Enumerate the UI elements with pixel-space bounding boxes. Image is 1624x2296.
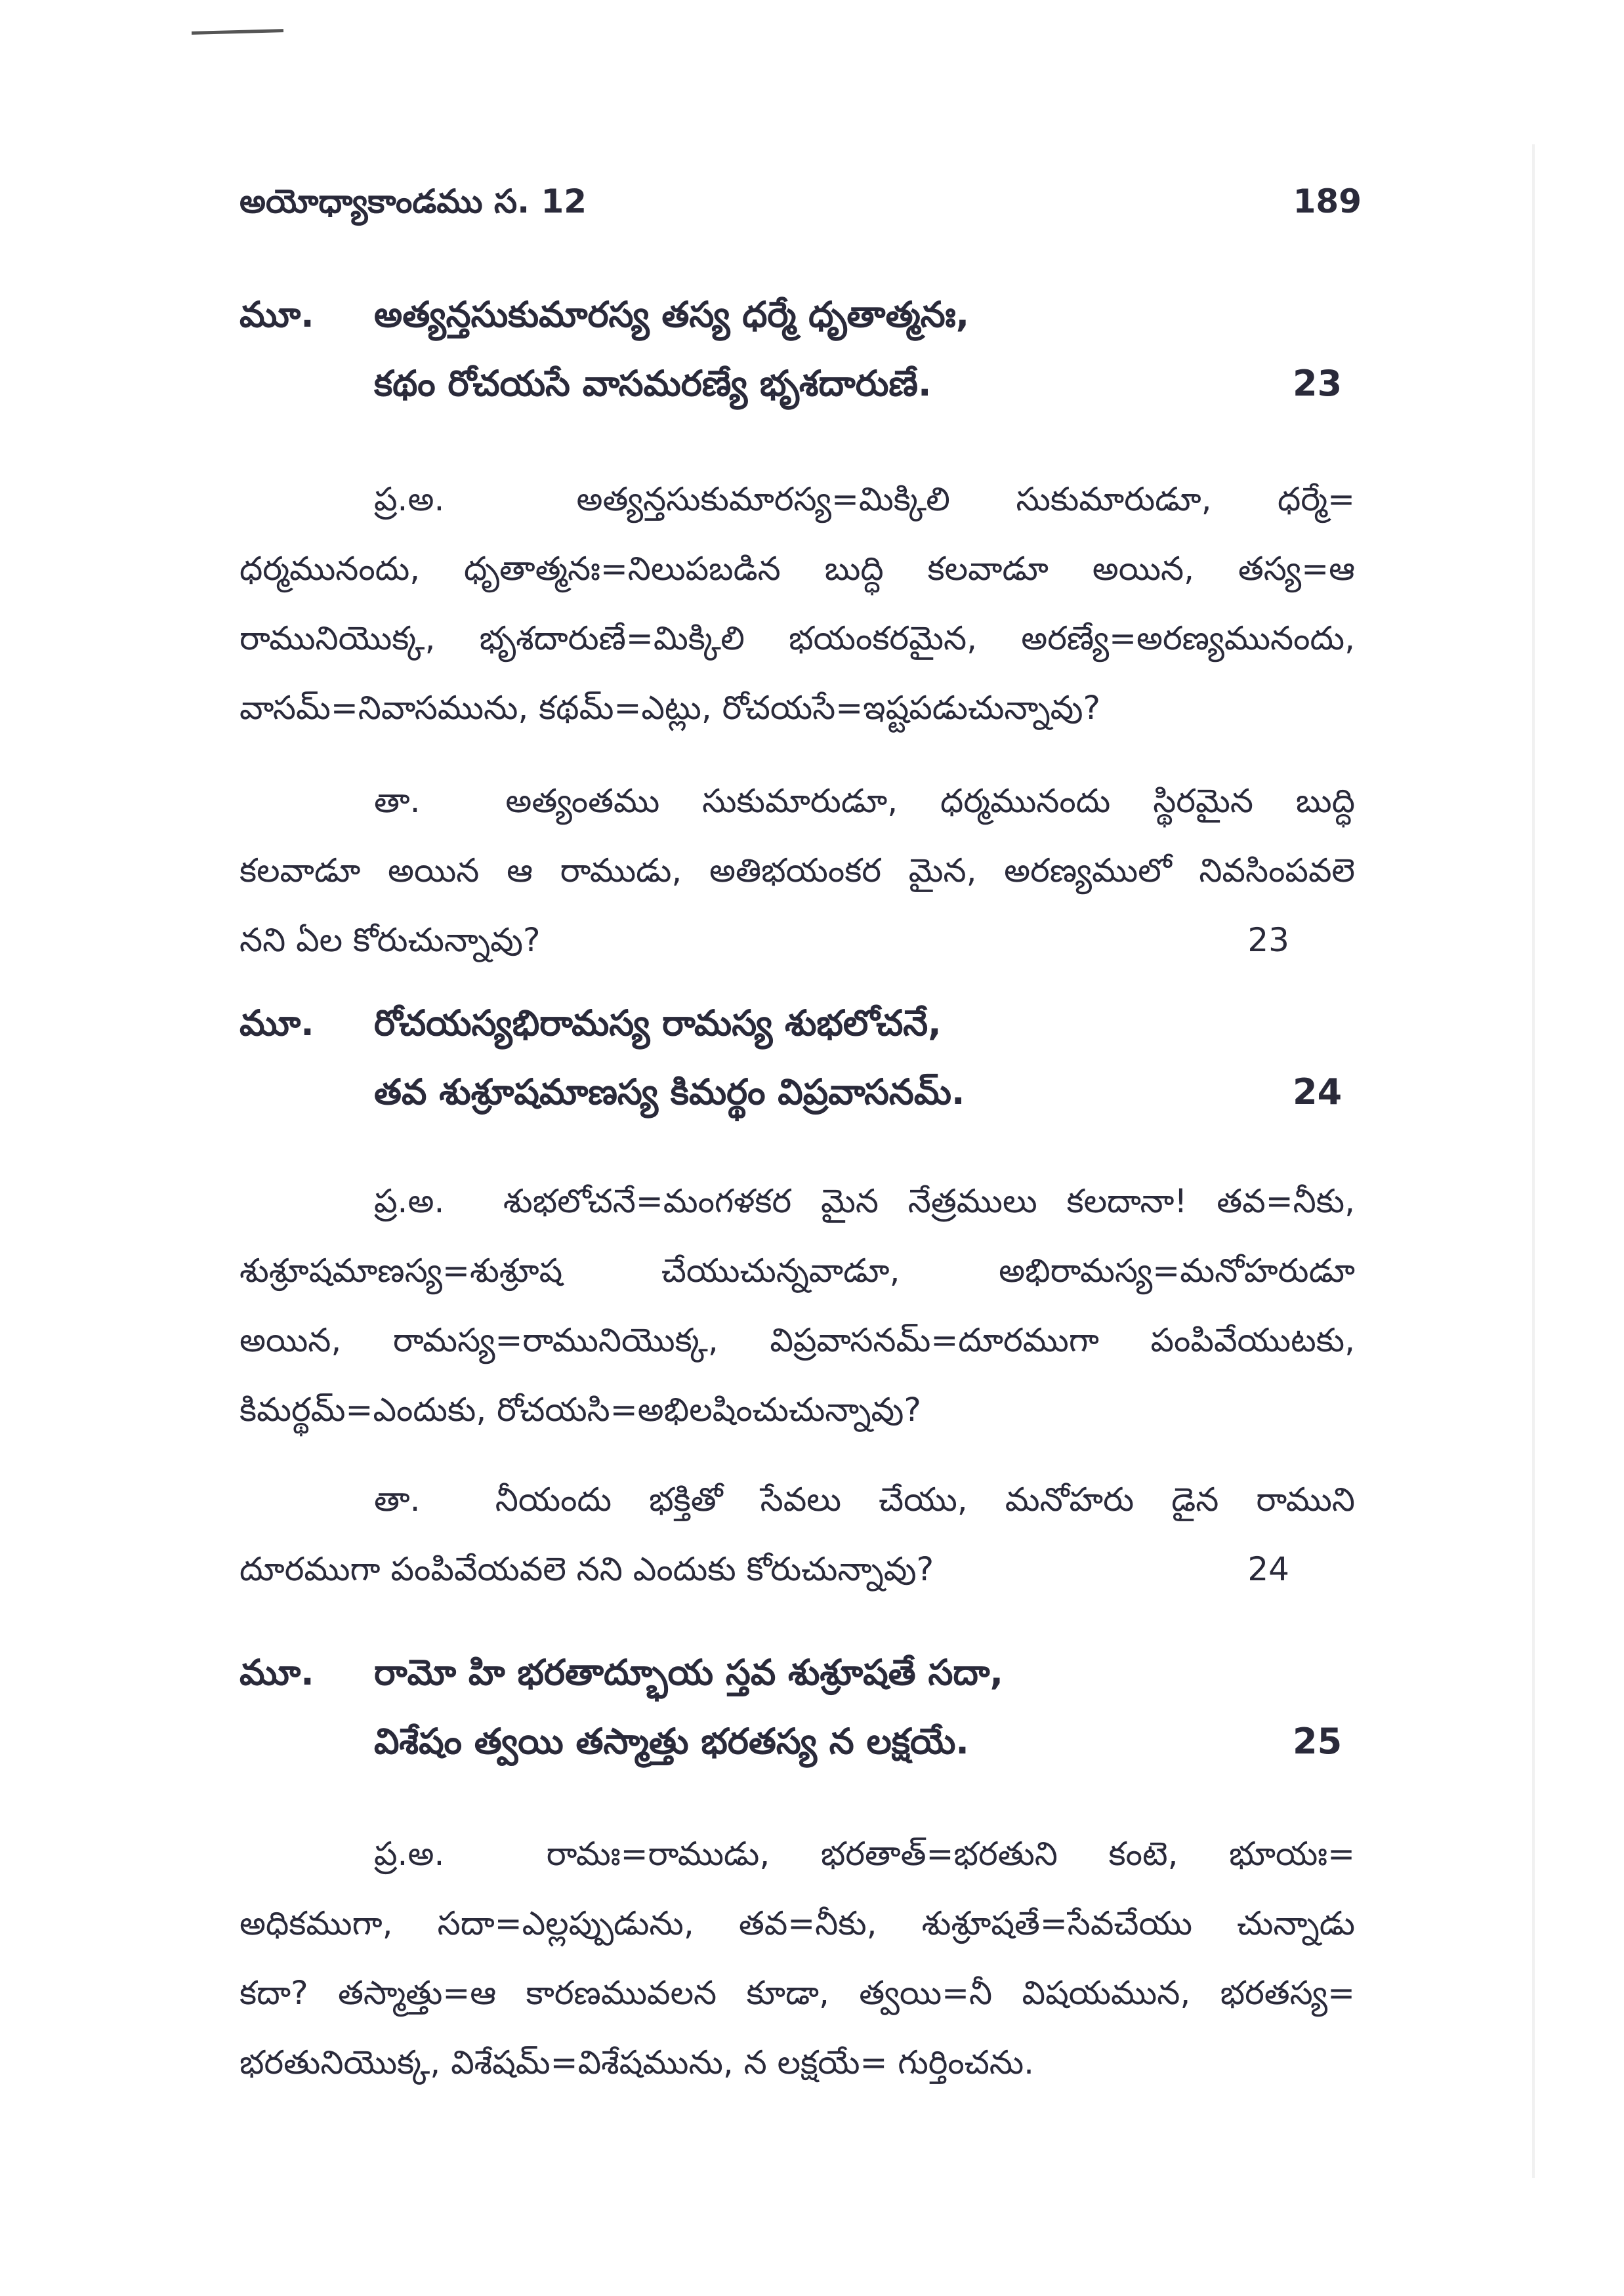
verse-text: విశేషం త్వయి తస్మాత్తు భరతస్య న లక్షయే. xyxy=(374,1721,969,1762)
gloss-line: రామునియొక్క, భృశదారుణే=మిక్కిలి భయంకరమైన, అరణ్యే=అరణ్యమునందు, xyxy=(239,619,1355,657)
verse-label: మూ. xyxy=(239,1652,314,1693)
gloss-line: అయిన, రామస్య=రామునియొక్క, విప్రవాసనమ్=దూరముగా పంపివేయుటకు, xyxy=(239,1321,1355,1359)
translation-line: అత్యంతము సుకుమారుడూ, ధర్మమునందు స్థిరమైన బుద్ధి xyxy=(505,782,1355,820)
gloss-line: కదా? తస్మాత్తు=ఆ కారణమువలన కూడా, త్వయి=నీ విషయమున, భరతస్య= xyxy=(239,1974,1355,2012)
translation-line: నీయందు భక్తితో సేవలు చేయు, మనోహరు డైన రాముని xyxy=(495,1481,1355,1519)
translation-24 xyxy=(239,1465,1355,1604)
page-edge xyxy=(1532,144,1535,2178)
translation-23 xyxy=(239,766,1355,975)
scan-mark xyxy=(192,29,283,35)
gloss-line: రామః=రాముడు, భరతాత్=భరతుని కంటె, భూయః= xyxy=(546,1835,1355,1873)
translation-label: తా. xyxy=(374,1481,421,1519)
verse-number: 23 xyxy=(1293,363,1343,404)
verse-number: 23 xyxy=(1247,921,1289,959)
verse-number: 24 xyxy=(1293,1071,1343,1113)
gloss-line: శుశ్రూషమాణస్య=శుశ్రూష చేయుచున్నవాడూ, అభిరామస్య=మనోహరుడూ xyxy=(239,1252,1355,1290)
verse-number: 25 xyxy=(1293,1721,1343,1762)
verse-number: 24 xyxy=(1247,1550,1289,1588)
verse-text: తవ శుశ్రూషమాణస్య కిమర్థం విప్రవాసనమ్. xyxy=(374,1071,965,1113)
verse-text: కథం రోచయసే వాసమరణ్యే భృశదారుణే. xyxy=(374,363,932,404)
verse-label: మూ. xyxy=(239,1002,314,1044)
translation-line: నని ఏల కోరుచున్నావు? xyxy=(239,921,541,959)
translation-line: కలవాడూ అయిన ఆ రాముడు, అతిభయంకర మైన, అరణ్యములో నివసింపవలె xyxy=(239,851,1355,890)
gloss-line: శుభలోచనే=మంగళకర మైన నేత్రములు కలదానా! తవ=నీకు, xyxy=(503,1182,1355,1220)
gloss-line: భరతునియొక్క, విశేషమ్=విశేషమును, న లక్షయే= గుర్తించను. xyxy=(239,2043,1035,2081)
gloss-24 xyxy=(239,1166,1355,1445)
gloss-label: ప్ర.అ. xyxy=(374,1835,445,1873)
gloss-label: ప్ర.అ. xyxy=(374,1182,445,1220)
page-number: 189 xyxy=(1293,182,1362,220)
gloss-line: వాసమ్=నివాసమును, కథమ్=ఎట్లు, రోచయసే=ఇష్టపడుచున్నావు? xyxy=(239,689,1101,727)
gloss-line: అత్యన్తసుకుమారస్య=మిక్కిలి సుకుమారుడూ, ధర్మే= xyxy=(576,480,1355,518)
verse-label: మూ. xyxy=(239,294,314,335)
verse-text: రోచయస్యభిరామస్య రామస్య శుభలోచనే, xyxy=(374,1002,942,1044)
verse-text: రామో హి భరతాద్భూయ స్తవ శుశ్రూషతే సదా, xyxy=(374,1652,1004,1693)
translation-label: తా. xyxy=(374,782,421,820)
gloss-line: అధికముగా, సదా=ఎల్లప్పుడును, తవ=నీకు, శుశ్రూషతే=సేవచేయు చున్నాడు xyxy=(239,1904,1355,1942)
gloss-label: ప్ర.అ. xyxy=(374,480,445,518)
verse-text: అత్యన్తసుకుమారస్య తస్య ధర్మే ధృతాత్మనః, xyxy=(374,294,970,335)
running-header: అయోధ్యాకాండము స. 12 xyxy=(239,182,587,220)
gloss-line: కిమర్థమ్=ఎందుకు, రోచయసి=అభిలషించుచున్నావు? xyxy=(239,1391,921,1429)
gloss-23 xyxy=(239,464,1355,743)
translation-line: దూరముగా పంపివేయవలె నని ఎందుకు కోరుచున్నావు? xyxy=(239,1550,934,1588)
gloss-25 xyxy=(239,1819,1355,2097)
gloss-line: ధర్మమునందు, ధృతాత్మనః=నిలుపబడిన బుద్ధి కలవాడూ అయిన, తస్య=ఆ xyxy=(239,550,1355,588)
